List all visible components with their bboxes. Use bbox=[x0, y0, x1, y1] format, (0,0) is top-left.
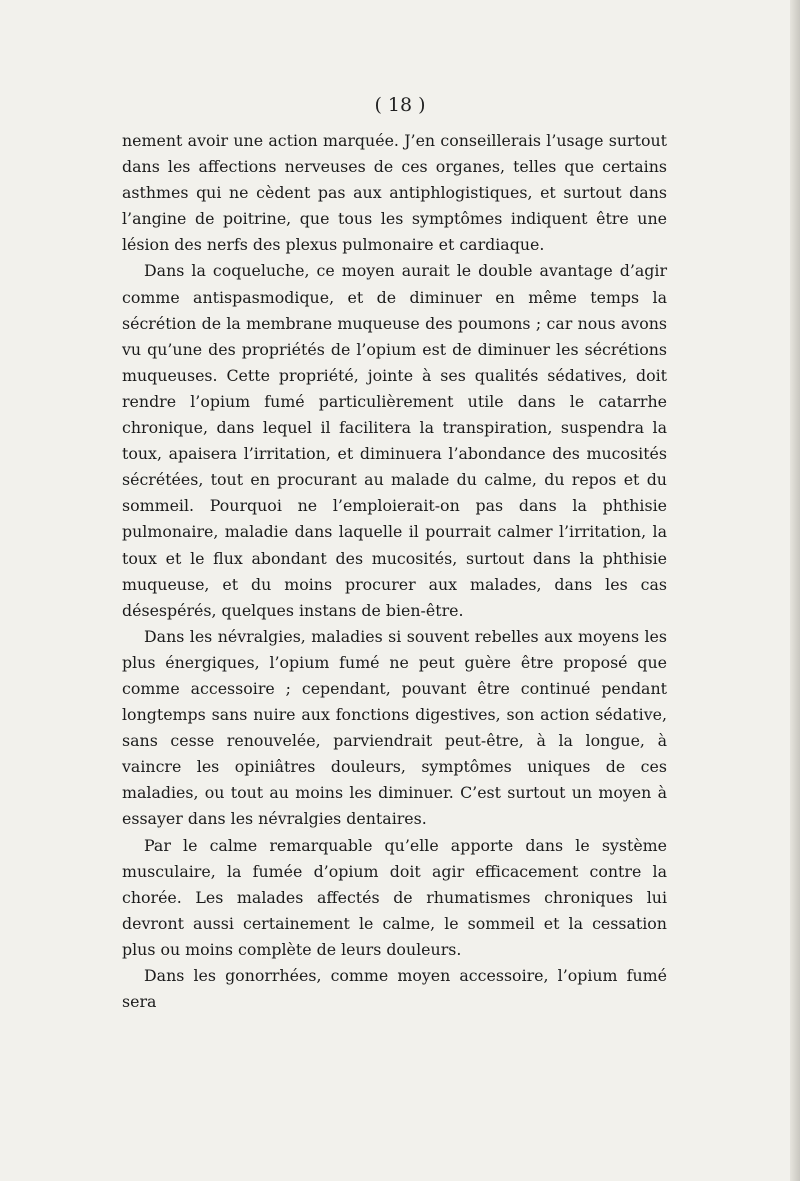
paragraph-5: Dans les gonorrhées, comme moyen accessoire, l’opium fumé sera bbox=[122, 966, 667, 1012]
page-edge-shadow bbox=[790, 0, 800, 1181]
body-text bbox=[122, 128, 667, 1015]
page-number-header: ( 18 ) bbox=[374, 94, 426, 116]
paragraph-3: Dans les névralgies, maladies si souvent rebelles aux moyens les plus énergiques, l’opium fumé ne peut guère être proposé que comme accessoire ; cependant, pouvant être continué pendant longtemps sans nuire aux fonctions digestives, son action sédative, sans cesse renouvelée, parviendrait peut-être, à la longue, à vaincre les opiniâtres douleurs, symptômes uniques de ces maladies, ou tout au moins les diminuer. C’est surtout un moyen à essayer dans les névralgies dentaires. bbox=[122, 626, 667, 829]
paragraph-2: Dans la coqueluche, ce moyen aurait le double avantage d’agir comme antispasmodique, et de diminuer en même temps la sécrétion de la membrane muqueuse des poumons ; car nous avons vu qu’une des propriétés de l’opium est de diminuer les sécrétions muqueuses. Cette propriété, jointe à ses qualités sédatives, doit rendre l’opium fumé particulièrement utile dans le catarrhe chronique, dans lequel il facilitera la transpiration, suspendra la toux, apaisera l’irritation, et diminuera l’abondance des mucosités sécrétées, tout en procurant au malade du calme, du repos et du sommeil. Pourquoi ne l’emploierait-on pas dans la phthisie pulmonaire, maladie dans laquelle il pourrait calmer l’irritation, la toux et le flux abondant des mucosités, surtout dans la phthisie muqueuse, et du moins procurer aux malades, dans les cas désespérés, quelques instans de bien-être. bbox=[122, 261, 667, 620]
paragraph-4: Par le calme remarquable qu’elle apporte dans le système musculaire, la fumée d’opium doit agir efficacement contre la chorée. Les malades affectés de rhumatismes chroniques lui devront aussi certainement le calme, le sommeil et la cessation plus ou moins complète de leurs douleurs. bbox=[122, 835, 667, 959]
paragraph-1: nement avoir une action marquée. J’en conseillerais l’usage surtout dans les affections nerveuses de ces organes, telles que certains asthmes qui ne cèdent pas aux antiphlogistiques, et surtout dans l’angine de poitrine, que tous les symptômes indiquent être une lésion des nerfs des plexus pulmonaire et cardiaque. bbox=[122, 131, 667, 255]
